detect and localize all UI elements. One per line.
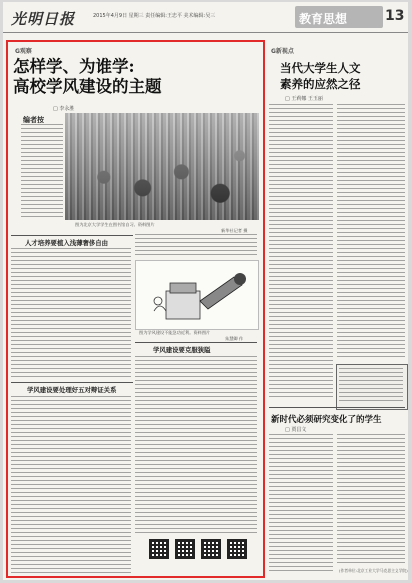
article-photo-overlay xyxy=(65,113,259,220)
subhead-2: 学风建设要克服狭隘 xyxy=(153,346,211,354)
right-title-line: 当代大学生人文 xyxy=(280,61,361,75)
right-title-line: 素养的应然之径 xyxy=(280,77,361,91)
right-body-col-1 xyxy=(269,104,333,400)
qr-code[interactable] xyxy=(227,539,247,559)
qr-code[interactable] xyxy=(149,539,169,559)
photo-caption: 图为北京大学学生在图书馆自习。资料图片 xyxy=(75,222,155,227)
editor-note-text xyxy=(21,124,63,220)
right-article-2-col-1 xyxy=(269,434,333,572)
subhead-3: 学风建设要处理好五对辩证关系 xyxy=(27,386,117,394)
article-title-line: 高校学风建设的主题 xyxy=(13,77,162,96)
article-byline: □ 李永胜 xyxy=(53,106,75,112)
body-text-col-1-lower xyxy=(11,396,131,576)
right-article-2-col-2 xyxy=(337,434,405,564)
body-text-col-2 xyxy=(135,356,257,534)
section-title: 教育思想 xyxy=(299,12,348,26)
cartoon-caption: 图为学风建设不能急功近利。资料图片 xyxy=(139,330,211,335)
newspaper-logo: 光明日报 xyxy=(11,10,76,28)
right-article-byline: □ 王莉娜 王玉丽 xyxy=(285,96,323,102)
body-text-col-2-top xyxy=(135,234,257,258)
article-title[interactable] xyxy=(13,57,162,97)
page-number: 13 xyxy=(385,8,405,24)
masthead xyxy=(3,2,408,33)
subhead-rule xyxy=(11,235,133,236)
body-text-col-1 xyxy=(11,248,131,378)
subhead-rule xyxy=(11,382,133,383)
editor-note-label: 编者按 xyxy=(23,115,44,124)
cartoon-drawing xyxy=(136,261,258,329)
right-divider xyxy=(269,407,405,408)
cartoon-illustration xyxy=(135,260,259,330)
right-footer-note: (作者单位:北京工业大学马克思主义学院) xyxy=(339,568,408,573)
photo-credit: 新华社记者 摄 xyxy=(221,228,248,233)
right-article-2-byline: □ 贾昌文 xyxy=(285,427,307,433)
subhead-rule xyxy=(135,342,257,343)
article-tag: G观察 xyxy=(15,48,32,55)
right-article-title[interactable] xyxy=(280,60,361,92)
right-article-tag: G新视点 xyxy=(271,48,294,55)
article-title-line: 怎样学、为谁学: xyxy=(13,57,135,76)
subhead-1: 人才培养要植入浅薄奢侈自由 xyxy=(25,239,109,247)
right-boxed-note-text xyxy=(339,368,403,404)
dateline: 2015年4月9日 星期三 责任编辑:王忠平 美术编辑:吴三 xyxy=(93,13,216,19)
right-article-2-title[interactable]: 新时代必须研究变化了的学生 xyxy=(271,415,382,425)
qr-code[interactable] xyxy=(175,539,195,559)
qr-code[interactable] xyxy=(201,539,221,559)
right-body-col-2 xyxy=(337,104,405,360)
newspaper-page xyxy=(3,2,408,580)
cartoon-credit: 朱慧卿 作 xyxy=(225,336,244,341)
